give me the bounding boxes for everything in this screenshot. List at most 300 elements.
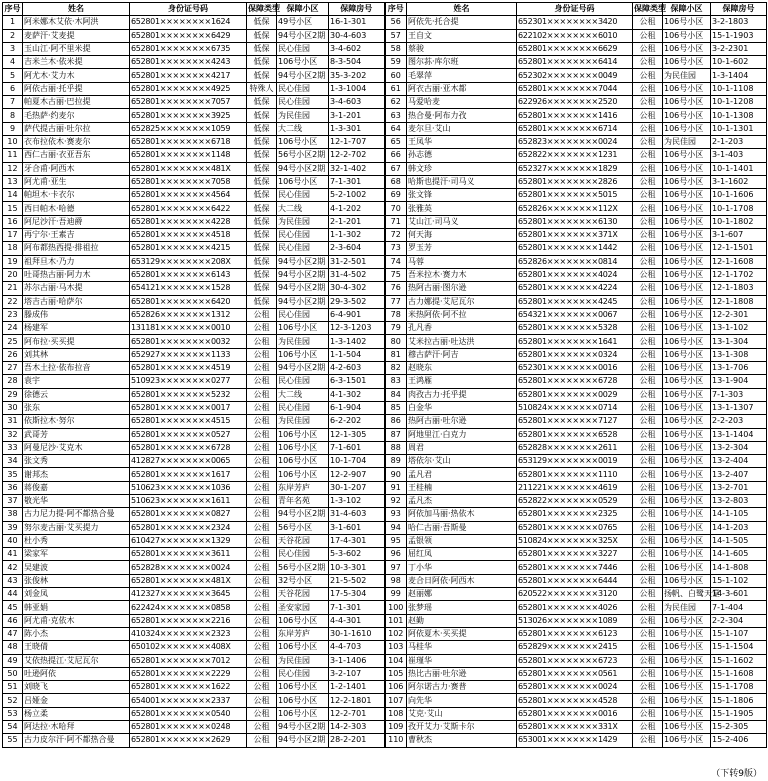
cell-no: 99 bbox=[385, 588, 407, 601]
cell-name: 阿尤甫·克依木 bbox=[23, 614, 130, 627]
cell-type: 公租 bbox=[633, 494, 663, 507]
table-row bbox=[3, 135, 767, 148]
cell-name: 西日帕木·哈德 bbox=[23, 202, 130, 215]
table-header-row bbox=[3, 3, 767, 16]
cell-community: 106号小区 bbox=[663, 654, 711, 667]
cell-community: 106号小区 bbox=[663, 521, 711, 534]
header-id: 身份证号码 bbox=[130, 3, 247, 16]
cell-name: 哈仁古丽·吾斯曼 bbox=[407, 521, 517, 534]
cell-type: 公租 bbox=[633, 481, 663, 494]
cell-name: 孔凡香 bbox=[407, 322, 517, 335]
cell-type: 公租 bbox=[633, 82, 663, 95]
cell-no: 5 bbox=[3, 69, 23, 82]
cell-name: 崔瑾华 bbox=[407, 654, 517, 667]
cell-room: 17-5-304 bbox=[329, 588, 385, 601]
cell-id: 652801××××××××6123 bbox=[517, 627, 633, 640]
cell-id: 650102××××××××408X bbox=[130, 641, 247, 654]
cell-no: 50 bbox=[3, 667, 23, 680]
table-row bbox=[3, 707, 767, 720]
cell-community: 106号小区 bbox=[663, 428, 711, 441]
cell-no: 52 bbox=[3, 694, 23, 707]
cell-no: 86 bbox=[385, 415, 407, 428]
cell-room: 12-1-1803 bbox=[711, 282, 767, 295]
cell-no: 29 bbox=[3, 388, 23, 401]
cell-no: 68 bbox=[385, 175, 407, 188]
cell-no: 71 bbox=[385, 215, 407, 228]
cell-id: 652801××××××××4519 bbox=[130, 362, 247, 375]
cell-id: 652801××××××××4564 bbox=[130, 189, 247, 202]
cell-no: 2 bbox=[3, 29, 23, 42]
cell-room: 12-2-702 bbox=[329, 149, 385, 162]
cell-type: 公租 bbox=[633, 16, 663, 29]
cell-name: 王桂楠 bbox=[407, 481, 517, 494]
cell-type: 公租 bbox=[633, 362, 663, 375]
cell-no: 57 bbox=[385, 29, 407, 42]
cell-no: 91 bbox=[385, 481, 407, 494]
cell-type: 公租 bbox=[633, 548, 663, 561]
cell-id: 652801××××××××4243 bbox=[130, 56, 247, 69]
cell-community: 94号小区2期 bbox=[277, 508, 329, 521]
cell-no: 92 bbox=[385, 494, 407, 507]
cell-room: 14-2-303 bbox=[329, 721, 385, 734]
cell-type: 公租 bbox=[247, 534, 277, 547]
table-row bbox=[3, 734, 767, 747]
cell-no: 82 bbox=[385, 362, 407, 375]
cell-room: 3-4-603 bbox=[329, 96, 385, 109]
cell-no: 59 bbox=[385, 56, 407, 69]
cell-community: 106号小区 bbox=[663, 508, 711, 521]
cell-type: 公租 bbox=[633, 641, 663, 654]
cell-type: 公租 bbox=[633, 348, 663, 361]
cell-id: 652801××××××××1617 bbox=[130, 468, 247, 481]
cell-community: 106号小区 bbox=[663, 548, 711, 561]
cell-id: 410324××××××××2323 bbox=[130, 627, 247, 640]
cell-type: 低保 bbox=[247, 109, 277, 122]
cell-name: 苏尔古丽·马木提 bbox=[23, 282, 130, 295]
cell-community: 民心佳园 bbox=[277, 242, 329, 255]
cell-type: 公租 bbox=[633, 428, 663, 441]
cell-name: 古力皮尔汗·阿不都热合曼 bbox=[23, 734, 130, 747]
cell-community: 94号小区2期 bbox=[277, 255, 329, 268]
cell-no: 3 bbox=[3, 42, 23, 55]
cell-name: 张梦瑶 bbox=[407, 601, 517, 614]
table-row bbox=[3, 681, 767, 694]
cell-id: 652826××××××××0814 bbox=[517, 255, 633, 268]
cell-name: 马桂华 bbox=[407, 641, 517, 654]
cell-no: 4 bbox=[3, 56, 23, 69]
cell-name: 热阿古丽·吐尔逊 bbox=[407, 415, 517, 428]
cell-no: 30 bbox=[3, 401, 23, 414]
cell-community: 106号小区 bbox=[663, 667, 711, 680]
cell-community: 106号小区 bbox=[663, 189, 711, 202]
cell-community: 32号小区 bbox=[277, 574, 329, 587]
cell-community: 民心佳园 bbox=[277, 401, 329, 414]
cell-community: 106号小区 bbox=[277, 56, 329, 69]
cell-name: 赵丽娜 bbox=[407, 588, 517, 601]
cell-room: 15-1-1905 bbox=[711, 707, 767, 720]
cell-type: 公租 bbox=[247, 481, 277, 494]
cell-community: 106号小区 bbox=[277, 175, 329, 188]
cell-type: 公租 bbox=[247, 375, 277, 388]
cell-no: 105 bbox=[385, 667, 407, 680]
cell-no: 40 bbox=[3, 534, 23, 547]
cell-name: 阿地里江·白克力 bbox=[407, 428, 517, 441]
cell-id: 652801××××××××5328 bbox=[517, 322, 633, 335]
cell-room: 3-2-1803 bbox=[711, 16, 767, 29]
cell-room: 12-1-305 bbox=[329, 428, 385, 441]
table-row bbox=[3, 162, 767, 175]
header-community: 保障小区 bbox=[277, 3, 329, 16]
cell-type: 公租 bbox=[247, 494, 277, 507]
cell-type: 低保 bbox=[247, 16, 277, 29]
table-row bbox=[3, 415, 767, 428]
table-row bbox=[3, 574, 767, 587]
cell-id: 652801××××××××2216 bbox=[130, 614, 247, 627]
cell-room: 13-1-102 bbox=[711, 322, 767, 335]
cell-community: 民心佳园 bbox=[277, 82, 329, 95]
cell-no: 53 bbox=[3, 707, 23, 720]
cell-room: 3-2-2301 bbox=[711, 42, 767, 55]
cell-no: 101 bbox=[385, 614, 407, 627]
header-id: 身份证号码 bbox=[517, 3, 633, 16]
cell-room: 35-3-202 bbox=[329, 69, 385, 82]
cell-community: 106号小区 bbox=[663, 42, 711, 55]
cell-room: 12-1-1808 bbox=[711, 295, 767, 308]
cell-no: 73 bbox=[385, 242, 407, 255]
cell-name: 杨建军 bbox=[23, 322, 130, 335]
cell-id: 610427××××××××1329 bbox=[130, 534, 247, 547]
cell-type: 公租 bbox=[633, 574, 663, 587]
cell-name: 张文秀 bbox=[23, 455, 130, 468]
cell-id: 652801××××××××3227 bbox=[517, 548, 633, 561]
cell-id: 652801××××××××4026 bbox=[517, 601, 633, 614]
cell-type: 低保 bbox=[247, 29, 277, 42]
cell-id: 652822××××××××1231 bbox=[517, 149, 633, 162]
cell-name: 曹秋杰 bbox=[407, 734, 517, 747]
cell-type: 公租 bbox=[247, 428, 277, 441]
cell-type: 公租 bbox=[633, 308, 663, 321]
cell-community: 106号小区 bbox=[663, 268, 711, 281]
cell-community: 106号小区 bbox=[663, 162, 711, 175]
cell-name: 阿曼尼沙·艾克木 bbox=[23, 441, 130, 454]
cell-room: 1-1-302 bbox=[329, 229, 385, 242]
cell-type: 低保 bbox=[247, 229, 277, 242]
cell-no: 10 bbox=[3, 135, 23, 148]
cell-no: 107 bbox=[385, 694, 407, 707]
housing-list-table bbox=[2, 2, 767, 748]
cell-no: 61 bbox=[385, 82, 407, 95]
cell-id: 652801××××××××6422 bbox=[130, 202, 247, 215]
table-row bbox=[3, 721, 767, 734]
cell-name: 孟凡君 bbox=[407, 468, 517, 481]
cell-no: 47 bbox=[3, 627, 23, 640]
cell-no: 48 bbox=[3, 641, 23, 654]
cell-room: 13-1-1404 bbox=[711, 428, 767, 441]
cell-community: 民心佳园 bbox=[277, 667, 329, 680]
cell-name: 韩文珍 bbox=[407, 162, 517, 175]
cell-community: 106号小区 bbox=[663, 308, 711, 321]
cell-room: 3-1-403 bbox=[711, 149, 767, 162]
cell-no: 100 bbox=[385, 601, 407, 614]
cell-room: 1-3-1004 bbox=[329, 82, 385, 95]
cell-no: 89 bbox=[385, 455, 407, 468]
table-row bbox=[3, 627, 767, 640]
cell-community: 106号小区 bbox=[663, 388, 711, 401]
cell-type: 公租 bbox=[633, 734, 663, 747]
table-row bbox=[3, 202, 767, 215]
cell-no: 65 bbox=[385, 135, 407, 148]
cell-type: 低保 bbox=[247, 149, 277, 162]
cell-type: 公租 bbox=[633, 175, 663, 188]
cell-community: 为民佳园 bbox=[663, 69, 711, 82]
cell-id: 652801××××××××4515 bbox=[130, 415, 247, 428]
cell-community: 106号小区 bbox=[663, 122, 711, 135]
cell-type: 公租 bbox=[247, 388, 277, 401]
cell-id: 652301××××××××3420 bbox=[517, 16, 633, 29]
cell-room: 4-1-302 bbox=[329, 388, 385, 401]
cell-no: 14 bbox=[3, 189, 23, 202]
cell-room: 10-1-1606 bbox=[711, 189, 767, 202]
cell-id: 652801××××××××0827 bbox=[130, 508, 247, 521]
cell-id: 652801××××××××2826 bbox=[517, 175, 633, 188]
cell-room: 15-1-1608 bbox=[711, 667, 767, 680]
cell-id: 652801××××××××4245 bbox=[517, 295, 633, 308]
cell-type: 公租 bbox=[633, 614, 663, 627]
cell-name: 孟银领 bbox=[407, 534, 517, 547]
cell-community: 106号小区 bbox=[663, 202, 711, 215]
cell-room: 4-4-703 bbox=[329, 641, 385, 654]
cell-name: 张雅英 bbox=[407, 202, 517, 215]
cell-community: 106号小区 bbox=[277, 135, 329, 148]
cell-type: 公租 bbox=[247, 681, 277, 694]
cell-id: 652801××××××××6429 bbox=[130, 29, 247, 42]
cell-name: 孟凡杰 bbox=[407, 494, 517, 507]
cell-community: 民心佳园 bbox=[277, 96, 329, 109]
cell-id: 652801××××××××6714 bbox=[517, 122, 633, 135]
cell-no: 62 bbox=[385, 96, 407, 109]
cell-room: 13-1-904 bbox=[711, 375, 767, 388]
cell-name: 艾克·艾山 bbox=[407, 707, 517, 720]
cell-name: 韩亚娟 bbox=[23, 601, 130, 614]
cell-community: 扬帆、白鹭天堂 bbox=[663, 588, 711, 601]
cell-community: 民心佳园 bbox=[277, 189, 329, 202]
cell-room: 12-1-1501 bbox=[711, 242, 767, 255]
cell-no: 96 bbox=[385, 548, 407, 561]
cell-type: 公租 bbox=[633, 29, 663, 42]
cell-room: 6-2-202 bbox=[329, 415, 385, 428]
cell-name: 张东 bbox=[23, 401, 130, 414]
cell-no: 26 bbox=[3, 348, 23, 361]
cell-no: 35 bbox=[3, 468, 23, 481]
cell-id: 652801××××××××4217 bbox=[130, 69, 247, 82]
cell-no: 79 bbox=[385, 322, 407, 335]
cell-community: 106号小区 bbox=[663, 362, 711, 375]
cell-room: 17-4-301 bbox=[329, 534, 385, 547]
cell-community: 106号小区 bbox=[663, 335, 711, 348]
cell-type: 公租 bbox=[247, 468, 277, 481]
cell-no: 18 bbox=[3, 242, 23, 255]
cell-type: 公租 bbox=[633, 255, 663, 268]
cell-id: 652927××××××××1133 bbox=[130, 348, 247, 361]
cell-type: 公租 bbox=[633, 335, 663, 348]
cell-type: 公租 bbox=[633, 667, 663, 680]
cell-id: 652801××××××××0540 bbox=[130, 707, 247, 720]
cell-name: 张俊林 bbox=[23, 574, 130, 587]
cell-id: 510623××××××××1036 bbox=[130, 481, 247, 494]
cell-room: 10-1-1108 bbox=[711, 82, 767, 95]
cell-no: 13 bbox=[3, 175, 23, 188]
cell-no: 85 bbox=[385, 401, 407, 414]
cell-no: 39 bbox=[3, 521, 23, 534]
cell-name: 何天海 bbox=[407, 229, 517, 242]
cell-id: 510824××××××××325X bbox=[517, 534, 633, 547]
cell-name: 阿尤木·艾力木 bbox=[23, 69, 130, 82]
cell-room: 15-1-1602 bbox=[711, 654, 767, 667]
table-row bbox=[3, 614, 767, 627]
cell-community: 94号小区2期 bbox=[277, 721, 329, 734]
cell-community: 为民佳园 bbox=[277, 109, 329, 122]
cell-id: 652801××××××××2324 bbox=[130, 521, 247, 534]
table-row bbox=[3, 255, 767, 268]
cell-name: 刘金凤 bbox=[23, 588, 130, 601]
cell-room: 7-1-301 bbox=[329, 601, 385, 614]
cell-name: 努尔麦古丽·艾买提力 bbox=[23, 521, 130, 534]
cell-name: 滕成伟 bbox=[23, 308, 130, 321]
cell-id: 652801××××××××6414 bbox=[517, 56, 633, 69]
cell-type: 公租 bbox=[247, 415, 277, 428]
cell-name: 热比古丽·吐尔逊 bbox=[407, 667, 517, 680]
cell-room: 10-3-301 bbox=[329, 561, 385, 574]
cell-id: 654321××××××××0067 bbox=[517, 308, 633, 321]
cell-type: 公租 bbox=[633, 56, 663, 69]
cell-community: 民心佳园 bbox=[277, 42, 329, 55]
cell-type: 公租 bbox=[633, 694, 663, 707]
cell-room: 1-3-1402 bbox=[329, 335, 385, 348]
cell-name: 向先华 bbox=[407, 694, 517, 707]
cell-type: 公租 bbox=[633, 561, 663, 574]
cell-room: 13-1-706 bbox=[711, 362, 767, 375]
cell-id: 652826××××××××112X bbox=[517, 202, 633, 215]
cell-type: 公租 bbox=[633, 202, 663, 215]
cell-id: 652801××××××××4224 bbox=[517, 282, 633, 295]
cell-name: 马蓉 bbox=[407, 255, 517, 268]
cell-type: 公租 bbox=[633, 401, 663, 414]
cell-id: 652801××××××××0765 bbox=[517, 521, 633, 534]
cell-type: 公租 bbox=[247, 707, 277, 720]
cell-no: 84 bbox=[385, 388, 407, 401]
cell-type: 低保 bbox=[247, 282, 277, 295]
cell-community: 106号小区 bbox=[663, 441, 711, 454]
cell-community: 106号小区 bbox=[663, 56, 711, 69]
cell-community: 94号小区2期 bbox=[277, 29, 329, 42]
cell-no: 66 bbox=[385, 149, 407, 162]
cell-name: 吾木土拉·依布拉音 bbox=[23, 362, 130, 375]
cell-community: 56号小区 bbox=[277, 521, 329, 534]
cell-name: 阿尔诺古力·赛普 bbox=[407, 681, 517, 694]
cell-no: 103 bbox=[385, 641, 407, 654]
cell-community: 106号小区 bbox=[663, 348, 711, 361]
cell-no: 37 bbox=[3, 494, 23, 507]
cell-community: 大二线 bbox=[277, 388, 329, 401]
table-row bbox=[3, 215, 767, 228]
cell-room: 2-2-203 bbox=[711, 415, 767, 428]
table-row bbox=[3, 69, 767, 82]
cell-room: 10-1-1308 bbox=[711, 109, 767, 122]
cell-room: 13-2-701 bbox=[711, 481, 767, 494]
cell-room: 3-1-1602 bbox=[711, 175, 767, 188]
cell-community: 94号小区2期 bbox=[277, 268, 329, 281]
cell-community: 106号小区 bbox=[277, 614, 329, 627]
table-row bbox=[3, 175, 767, 188]
table-row bbox=[3, 694, 767, 707]
cell-room: 13-1-1307 bbox=[711, 401, 767, 414]
cell-room: 3-1-201 bbox=[329, 109, 385, 122]
cell-community: 为民佳园 bbox=[277, 415, 329, 428]
cell-room: 10-1-1802 bbox=[711, 215, 767, 228]
cell-type: 公租 bbox=[247, 721, 277, 734]
cell-room: 12-2-301 bbox=[711, 308, 767, 321]
cell-name: 图尔荪·库尔班 bbox=[407, 56, 517, 69]
table-row bbox=[3, 295, 767, 308]
cell-name: 艾依热提江·艾尼瓦尔 bbox=[23, 654, 130, 667]
cell-no: 80 bbox=[385, 335, 407, 348]
cell-community: 106号小区 bbox=[663, 229, 711, 242]
cell-id: 654121××××××××1528 bbox=[130, 282, 247, 295]
cell-no: 36 bbox=[3, 481, 23, 494]
cell-no: 45 bbox=[3, 601, 23, 614]
cell-room: 30-4-302 bbox=[329, 282, 385, 295]
cell-community: 106号小区 bbox=[663, 16, 711, 29]
cell-no: 88 bbox=[385, 441, 407, 454]
cell-no: 64 bbox=[385, 122, 407, 135]
cell-room: 28-2-201 bbox=[329, 734, 385, 747]
cell-id: 652801××××××××6143 bbox=[130, 268, 247, 281]
cell-name: 牙合甫·阿西木 bbox=[23, 162, 130, 175]
cell-community: 106号小区 bbox=[277, 322, 329, 335]
table-row bbox=[3, 56, 767, 69]
cell-type: 公租 bbox=[633, 601, 663, 614]
cell-no: 1 bbox=[3, 16, 23, 29]
table-row bbox=[3, 561, 767, 574]
cell-room: 14-1-505 bbox=[711, 534, 767, 547]
cell-room: 4-1-202 bbox=[329, 202, 385, 215]
cell-room: 13-2-404 bbox=[711, 455, 767, 468]
cell-type: 低保 bbox=[247, 175, 277, 188]
cell-no: 42 bbox=[3, 561, 23, 574]
cell-id: 652801××××××××1148 bbox=[130, 149, 247, 162]
cell-community: 106号小区 bbox=[277, 455, 329, 468]
cell-community: 天谷花园 bbox=[277, 534, 329, 547]
cell-room: 31-2-501 bbox=[329, 255, 385, 268]
table-row bbox=[3, 441, 767, 454]
cell-id: 652801××××××××7012 bbox=[130, 654, 247, 667]
cell-name: 塔吉古丽·哈萨尔 bbox=[23, 295, 130, 308]
table-row bbox=[3, 588, 767, 601]
table-row bbox=[3, 667, 767, 680]
cell-id: 653129××××××××0019 bbox=[517, 455, 633, 468]
cell-no: 51 bbox=[3, 681, 23, 694]
cell-id: 412327××××××××3645 bbox=[130, 588, 247, 601]
cell-community: 106号小区 bbox=[663, 242, 711, 255]
cell-id: 652801××××××××0016 bbox=[517, 707, 633, 720]
cell-community: 106号小区 bbox=[663, 375, 711, 388]
cell-room: 10-1-1708 bbox=[711, 202, 767, 215]
cell-id: 652801××××××××6444 bbox=[517, 574, 633, 587]
cell-community: 94号小区2期 bbox=[277, 734, 329, 747]
cell-community: 民心佳园 bbox=[277, 308, 329, 321]
cell-community: 106号小区 bbox=[663, 322, 711, 335]
table-row bbox=[3, 82, 767, 95]
